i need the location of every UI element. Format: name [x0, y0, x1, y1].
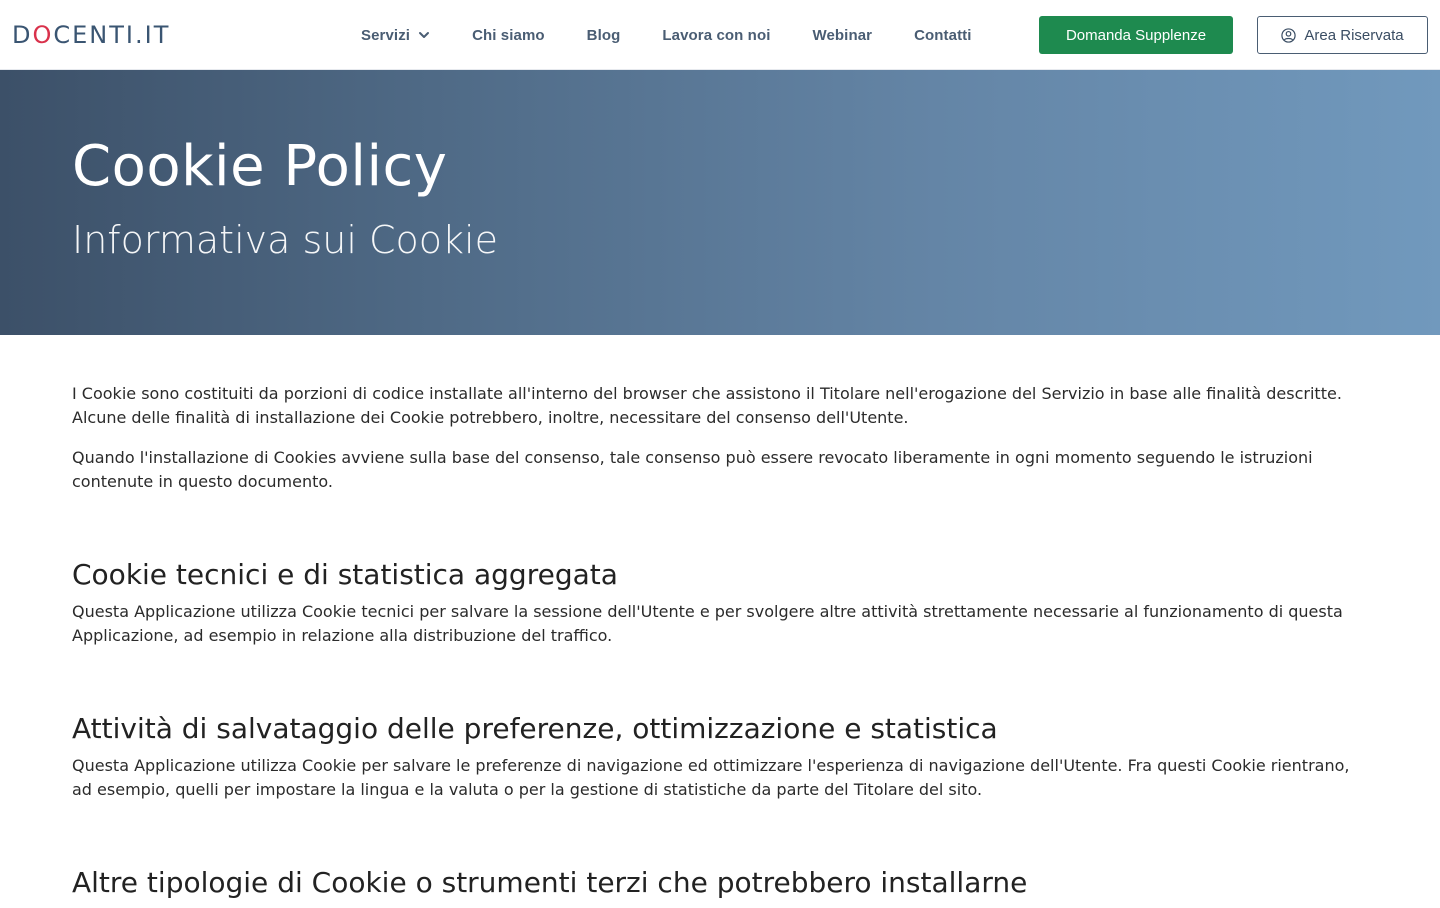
- domanda-supplenze-label: Domanda Supplenze: [1065, 26, 1207, 44]
- nav-item-label: Blog: [586, 26, 621, 44]
- top-navbar: [0, 0, 1440, 70]
- domanda-supplenze-button[interactable]: [1039, 16, 1233, 54]
- section-preferenze: [72, 712, 1368, 802]
- page-subtitle: Informativa sui Cookie: [72, 218, 498, 262]
- main-nav: [340, 0, 993, 70]
- nav-item-contatti[interactable]: [914, 27, 971, 44]
- intro-paragraph-1: I Cookie sono costituiti da porzioni di codice installate all'interno del browser che assistono il Titolare nell'erogazione del Servizio in base alle finalità descritte. Alcune delle finalità di installazione dei Cookie potrebbero, inoltre, necessitare del consenso dell'Utente.: [72, 384, 1342, 427]
- nav-item-chi-siamo[interactable]: [472, 27, 545, 44]
- nav-item-label: Lavora con noi: [662, 26, 771, 44]
- logo-text-accent: O: [32, 21, 54, 49]
- site-logo[interactable]: [12, 20, 170, 50]
- nav-item-label: Chi siamo: [472, 26, 545, 44]
- area-riservata-button[interactable]: [1257, 16, 1428, 54]
- section-altre-tipologie: [72, 866, 1368, 900]
- section-heading: Altre tipologie di Cookie o strumenti terzi che potrebbero installarne: [72, 866, 1028, 899]
- section-body: Questa Applicazione utilizza Cookie per salvare le preferenze di navigazione ed ottimizzare l'esperienza di navigazione dell'Utente. Fra questi Cookie rientrano, ad esempio, quelli per impostare la lingua e la valuta o per la gestione di statistiche da parte del Titolare del sito.: [72, 756, 1350, 799]
- nav-item-label: Contatti: [914, 26, 972, 44]
- section-heading: Cookie tecnici e di statistica aggregata: [72, 558, 618, 591]
- area-riservata-label: Area Riservata: [1304, 26, 1404, 44]
- user-circle-icon: [1281, 28, 1296, 43]
- logo-text-end: CENTI.IT: [53, 21, 171, 49]
- nav-item-label: Webinar: [812, 26, 873, 44]
- hero-banner: [0, 70, 1440, 335]
- nav-item-webinar[interactable]: [812, 27, 872, 44]
- nav-item-label: Servizi: [361, 26, 411, 44]
- section-heading: Attività di salvataggio delle preferenze, ottimizzazione e statistica: [72, 712, 998, 745]
- section-cookie-tecnici: [72, 558, 1368, 648]
- page-title: Cookie Policy: [72, 134, 448, 199]
- section-body: Questa Applicazione utilizza Cookie tecnici per salvare la sessione dell'Utente e per svolgere altre attività strettamente necessarie al funzionamento di questa Applicazione, ad esempio in relazione alla distribuzione del traffico.: [72, 602, 1343, 645]
- intro-paragraph-2: Quando l'installazione di Cookies avviene sulla base del consenso, tale consenso può essere revocato liberamente in ogni momento seguendo le istruzioni contenute in questo documento.: [72, 448, 1313, 491]
- logo-text-start: D: [12, 21, 33, 49]
- main-content: [72, 382, 1368, 908]
- nav-item-lavora-con-noi[interactable]: [662, 27, 770, 44]
- chevron-down-icon: [418, 29, 430, 41]
- nav-item-servizi[interactable]: [361, 27, 430, 44]
- nav-item-blog[interactable]: [587, 27, 621, 44]
